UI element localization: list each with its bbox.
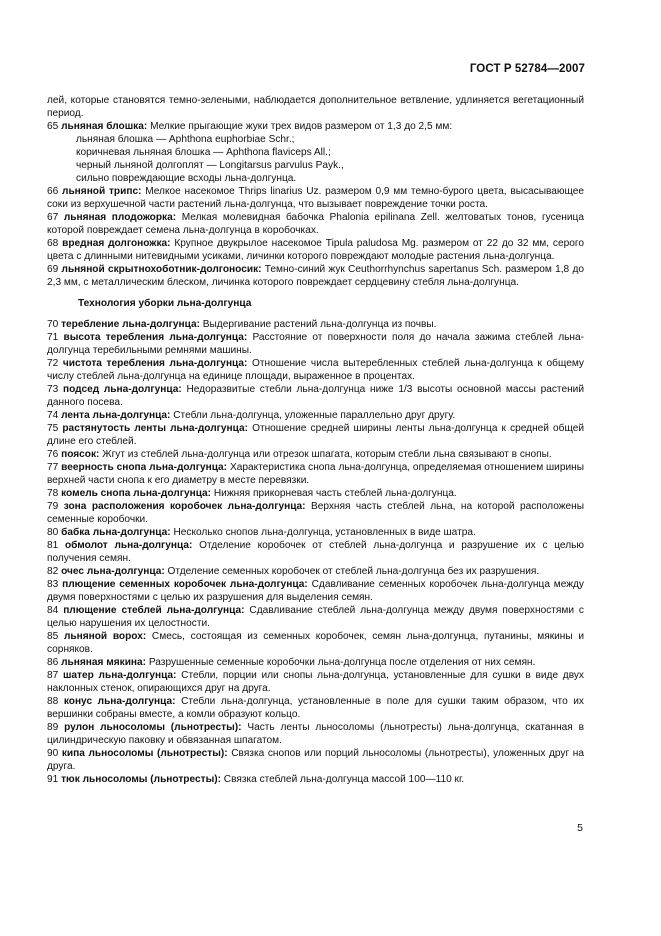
entry-term: бабка льна-долгунца: [61,527,171,538]
sub-item: черный льняной долгоплят — Longitarsus parvulus Payk., [76,160,344,171]
entry-term: льняная блошка: [61,121,148,132]
entry-number: 90 [47,748,59,759]
entry-number: 84 [47,605,59,616]
page-body [47,94,584,786]
entry-number: 78 [47,488,59,499]
entry-number: 74 [47,410,59,421]
entry-term: льняной трипс: [62,186,142,197]
entry-81 [47,539,584,565]
entry-77 [47,461,584,487]
entry-number: 80 [47,527,59,538]
entry-text: Недоразвитые стебли льна-долгунца ниже 1/3 высоты основной массы растений данного посева. [47,384,584,408]
entry-70 [47,318,584,331]
entry-number: 79 [47,501,59,512]
entry-number: 73 [47,384,59,395]
entry-91 [47,773,584,786]
entry-text: Отношение числа вытеребленных стеблей льна-долгунца к общему числу стеблей льна-долгунца на единице площади, выраженное в процентах. [47,358,584,382]
entry-term: веерность снопа льна-долгунца: [61,462,228,473]
entry-term: тюк льносоломы (льнотресты): [61,774,221,785]
entry-text: Связка снопов или порций льносоломы (льнотресты), уложенных друг на друга. [47,748,584,772]
entry-text: Характеристика снопа льна-долгунца, определяемая отношением ширины верхней части снопа к его диаметру в месте перевязки. [47,462,584,486]
page-number: 5 [577,822,583,834]
entry-87 [47,669,584,695]
entry-text: Стебли, порции или снопы льна-долгунца, установленные для сушки в виде двух наклонных стенок, опирающихся друг на друга. [47,670,584,694]
entries-list-harvest [47,318,584,786]
entry-number: 70 [47,319,59,330]
sub-item: коричневая льняная блошка — Aphthona flaviceps All.; [76,147,331,158]
entry-84 [47,604,584,630]
entry-text: Жгут из стеблей льна-долгунца или отрезок шпагата, которым стебли льна связывают в снопы. [99,449,552,460]
entry-term: плющение стеблей льна-долгунца: [63,605,245,616]
entry-number: 82 [47,566,59,577]
entry-number: 67 [47,212,59,223]
entry-85 [47,630,584,656]
entry-text: Смесь, состоящая из семенных коробочек, семян льна-долгунца, путанины, мякины и сорняков. [47,631,584,655]
entry-number: 65 [47,121,59,132]
entry-83 [47,578,584,604]
entry-66 [47,185,584,211]
entry-number: 68 [47,238,59,249]
intro-paragraph: лей, которые становятся темно-зелеными, наблюдается дополнительное ветвление, удлиняется вегетационный период. [47,95,584,119]
entry-term: растянутость ленты льна-долгунца: [62,423,248,434]
entry-text: Выдергивание растений льна-долгунца из почвы. [199,319,437,330]
entry-text: Несколько снопов льна-долгунца, установленных в виде шатра. [170,527,476,538]
entry-term: очес льна-долгунца: [61,566,165,577]
entry-term: льняная плодожорка: [63,212,177,223]
entry-term: вредная долгоножка: [62,238,171,249]
entry-text: Отделение коробочек от стеблей льна-долгунца и разрушение их с целью получения семян. [47,540,584,564]
entry-text: Темно-синий жук Ceuthorrhynchus sapertanus Sch. размером 1,8 до 2,3 мм, с металлическим блеском, личинка которого повреждает сердцевину стебля льна-долгунца. [47,264,584,288]
entry-term: рулон льносоломы (льнотресты): [64,722,242,733]
entry-term: плющение семенных коробочек льна-долгунца: [62,579,308,590]
document-header: ГОСТ Р 52784—2007 [469,63,585,75]
entry-term: лента льна-долгунца: [61,410,171,421]
entry-text: Часть ленты льносоломы (льнотресты) льна-долгунца, скатанная в цилиндрическую паковку и обвязанная шпагатом. [47,722,584,746]
entry-term: высота теребления льна-долгунца: [63,332,248,343]
entry-text: Отделение семенных коробочек от стеблей льна-долгунца без их разрушения. [164,566,540,577]
entry-number: 89 [47,722,59,733]
entry-text: Мелкие прыгающие жуки трех видов размером от 1,3 до 2,5 мм: [147,121,453,132]
entry-term: кипа льносоломы (льнотресты): [61,748,228,759]
entry-67 [47,211,584,237]
entry-69 [47,263,584,289]
entry-text: Мелкая молевидная бабочка Phalonia epilinana Zell. желтоватых тонов, гусеница которой повреждает семена льна-долгунца в коробочках. [47,212,584,236]
sub-item: сильно повреждающие всходы льна-долгунца. [76,173,297,184]
entry-88 [47,695,584,721]
entry-term: теребление льна-долгунца: [61,319,200,330]
entry-number: 83 [47,579,59,590]
entry-65 [47,120,584,133]
entry-text: Стебли льна-долгунца, установленные в поле для сушки таким образом, что их вершинки собраны вместе, а комли образуют кольцо. [47,696,584,720]
entry-term: комель снопа льна-долгунца: [61,488,212,499]
entry-86 [47,656,584,669]
entry-78 [47,487,584,500]
sub-item: льняная блошка — Aphthona euphorbiae Schr.; [76,134,295,145]
entry-76 [47,448,584,461]
entry-number: 71 [47,332,59,343]
entry-75 [47,422,584,448]
entry-82 [47,565,584,578]
entry-text: Сдавливание стеблей льна-долгунца между двумя поверхностями с целью нарушения их целостности. [47,605,584,629]
entry-number: 66 [47,186,59,197]
entry-number: 72 [47,358,59,369]
entry-term: шатер льна-долгунца: [62,670,177,681]
entry-term: подсед льна-долгунца: [62,384,182,395]
entry-term: обмолот льна-долгунца: [64,540,193,551]
entry-90 [47,747,584,773]
section-heading: Технология уборки льна-долгунца [78,298,252,309]
entry-text: Связка стеблей льна-долгунца массой 100—110 кг. [220,774,465,785]
entry-text: Сдавливание семенных коробочек льна-долгунца между двумя поверхностями с целью их разрушения для выделения семян. [47,579,584,603]
entry-text: Мелкое насекомое Thrips linarius Uz. размером 0,9 мм темно-бурого цвета, высасывающее соки из верхушечной части растений льна-долгунца, что вызывает повреждение точки роста. [47,186,584,210]
entry-text: Верхняя часть стеблей льна, на которой расположены семенные коробочки. [47,501,584,525]
entry-number: 69 [47,264,59,275]
entry-number: 77 [47,462,59,473]
entry-text: Стебли льна-долгунца, уложенные параллельно друг другу. [170,410,456,421]
entry-71 [47,331,584,357]
entry-text: Расстояние от поверхности поля до начала зажима стеблей льна-долгунца теребильными ремнями машины. [47,332,585,356]
entry-number: 76 [47,449,59,460]
entry-68 [47,237,584,263]
entry-text: Разрушенные семенные коробочки льна-долгунца после отделения от них семян. [146,657,536,668]
entry-number: 85 [47,631,59,642]
entry-term: льняной ворох: [63,631,147,642]
entry-number: 88 [47,696,59,707]
entry-term: конус льна-долгунца: [63,696,176,707]
entry-72 [47,357,584,383]
entry-term: льняной скрытнохоботник-долгоносик: [61,264,262,275]
entry-text: Нижняя прикорневая часть стеблей льна-долгунца. [211,488,457,499]
entry-term: чистота теребления льна-долгунца: [62,358,248,369]
entry-74 [47,409,584,422]
entry-number: 75 [47,423,59,434]
entries-list-pests [47,185,584,289]
entry-number: 86 [47,657,59,668]
entry-73 [47,383,584,409]
entry-text: Крупное двукрылое насекомое Tipula paludosa Mg. размером от 22 до 32 мм, серого цвета с длинными нитевидными усиками, личинки которого повреждают молодые растения льна-долгунца. [47,238,584,262]
entry-number: 91 [47,774,59,785]
entry-term: зона расположения коробочек льна-долгунца: [63,501,306,512]
entry-text: Отношение средней ширины ленты льна-долгунца к средней общей длине его стеблей. [47,423,584,447]
entry-79 [47,500,584,526]
entry-term: льняная мякина: [61,657,147,668]
entry-80 [47,526,584,539]
entry-term: поясок: [61,449,100,460]
entry-number: 87 [47,670,59,681]
entry-89 [47,721,584,747]
entry-number: 81 [47,540,59,551]
